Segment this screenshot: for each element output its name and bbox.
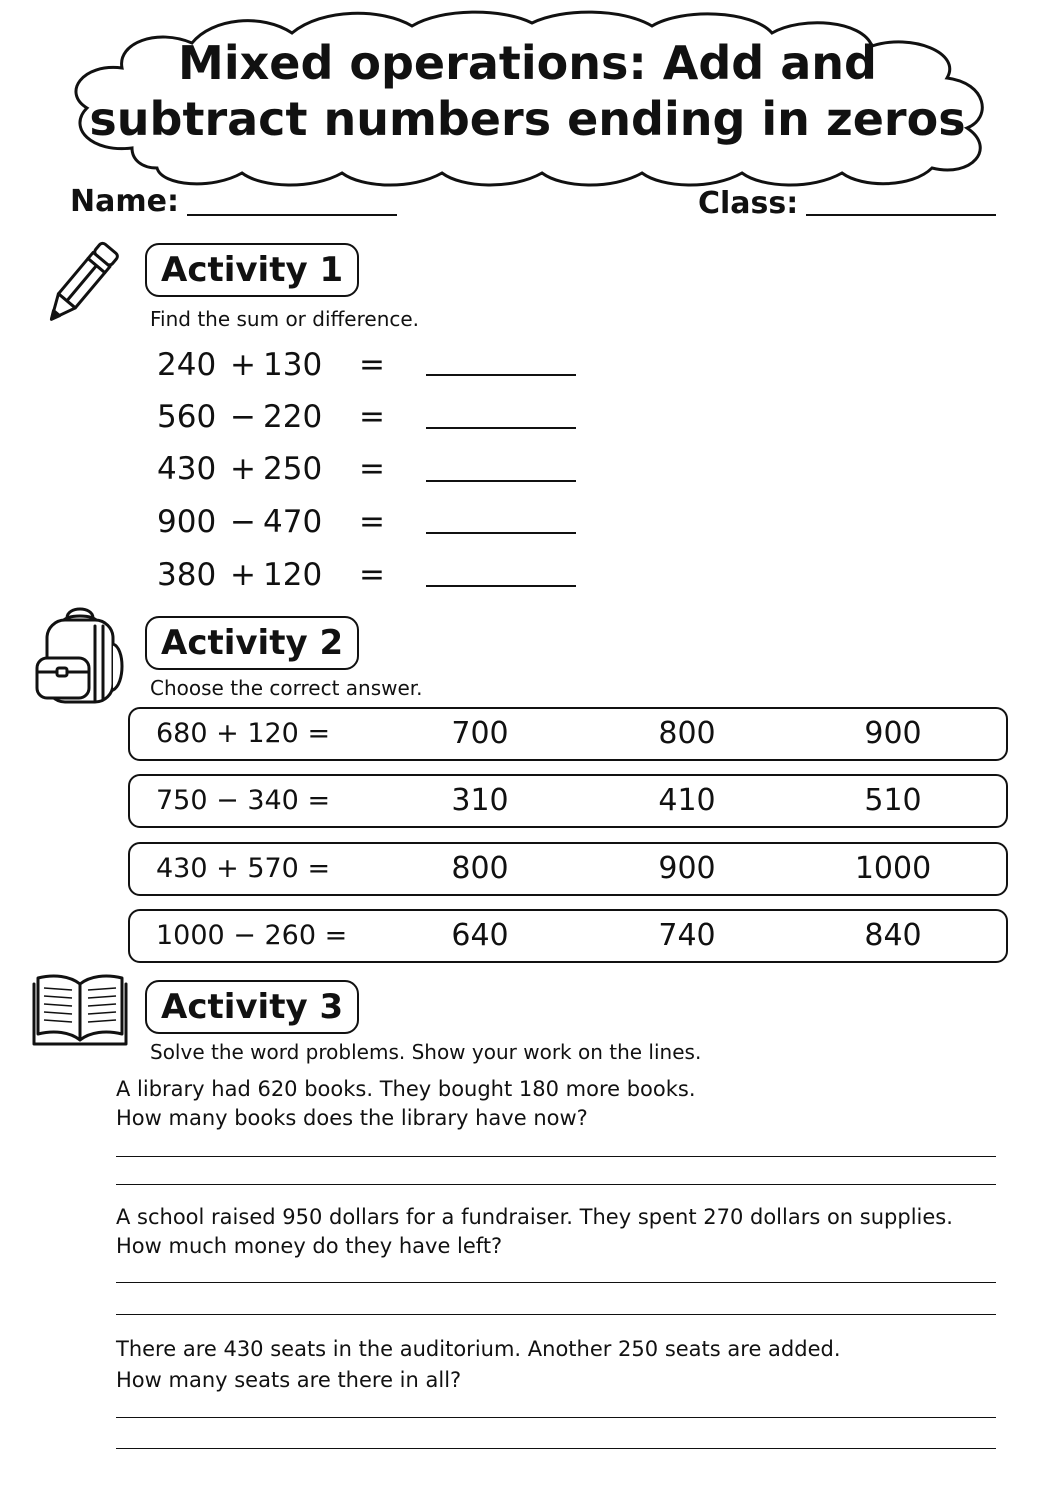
activity-3-instruction: Solve the word problems. Show your work on the lines. [150,1040,702,1064]
operand-b: 120 [263,557,323,593]
word-problem-line: There are 430 seats in the auditorium. Another 250 seats are added. [116,1337,841,1361]
answer-option[interactable]: 410 [658,783,716,818]
operand-b: 130 [263,347,323,383]
answer-option[interactable]: 310 [451,783,509,818]
operand-a: 560 [157,399,217,435]
word-problem-question: How much money do they have left? [116,1234,503,1258]
operand-b: 220 [263,399,323,435]
word-problem [116,1335,841,1395]
answer-option[interactable]: 740 [658,918,716,953]
class-field[interactable] [806,214,996,216]
word-problem [116,1075,696,1133]
equation-row [157,343,385,387]
operand-a: 900 [157,504,217,540]
operator: + [230,451,256,487]
word-problem-line: A library had 620 books. They bought 180 more books. [116,1077,696,1101]
choice-expression: 680 + 120 = [156,718,331,749]
work-line[interactable] [116,1417,996,1418]
answer-option[interactable]: 900 [864,716,922,751]
answer-line[interactable] [426,585,576,587]
name-label: Name: [70,184,179,219]
choice-expression: 750 − 340 = [156,785,331,816]
answer-line[interactable] [426,532,576,534]
equals-sign: = [359,504,385,540]
answer-line[interactable] [426,480,576,482]
answer-option[interactable]: 700 [451,716,509,751]
pencil-icon [38,236,124,332]
open-book-icon [30,972,130,1048]
equals-sign: = [359,557,385,593]
name-field[interactable] [187,214,397,216]
answer-option[interactable]: 800 [451,851,509,886]
equation-row [157,500,385,544]
activity-1-instruction: Find the sum or difference. [150,307,420,331]
choice-row [128,909,1008,963]
operand-a: 240 [157,347,217,383]
equals-sign: = [359,451,385,487]
operator: − [230,399,256,435]
equals-sign: = [359,399,385,435]
title-line-2: subtract numbers ending in zeros [89,92,966,146]
answer-option[interactable]: 840 [864,918,922,953]
answer-option[interactable]: 510 [864,783,922,818]
equation-row [157,553,385,597]
choice-row [128,707,1008,761]
work-line[interactable] [116,1282,996,1283]
activity-2-instruction: Choose the correct answer. [150,676,423,700]
title-line-1: Mixed operations: Add and [178,36,877,90]
answer-line[interactable] [426,374,576,376]
activity-1-title: Activity 1 [145,243,359,297]
answer-line[interactable] [426,427,576,429]
choice-row [128,842,1008,896]
choice-row [128,774,1008,828]
operand-a: 430 [157,451,217,487]
activity-2-title: Activity 2 [145,616,359,670]
operator: + [230,557,256,593]
equals-sign: = [359,347,385,383]
answer-option[interactable]: 900 [658,851,716,886]
operand-a: 380 [157,557,217,593]
operator: + [230,347,256,383]
work-line[interactable] [116,1448,996,1449]
choice-expression: 1000 − 260 = [156,920,348,951]
word-problem [116,1203,953,1261]
equation-row [157,395,385,439]
word-problem-question: How many books does the library have now? [116,1106,588,1130]
operator: − [230,504,256,540]
operand-b: 250 [263,451,323,487]
work-line[interactable] [116,1156,996,1157]
operand-b: 470 [263,504,323,540]
equation-row [157,447,385,491]
class-label: Class: [698,186,799,221]
backpack-icon [33,604,127,706]
word-problem-question: How many seats are there in all? [116,1368,462,1392]
work-line[interactable] [116,1184,996,1185]
choice-expression: 430 + 570 = [156,853,331,884]
word-problem-line: A school raised 950 dollars for a fundraiser. They spent 270 dollars on supplies. [116,1205,953,1229]
answer-option[interactable]: 800 [658,716,716,751]
answer-option[interactable]: 640 [451,918,509,953]
activity-3-title: Activity 3 [145,980,359,1034]
work-line[interactable] [116,1314,996,1315]
answer-option[interactable]: 1000 [854,851,932,886]
